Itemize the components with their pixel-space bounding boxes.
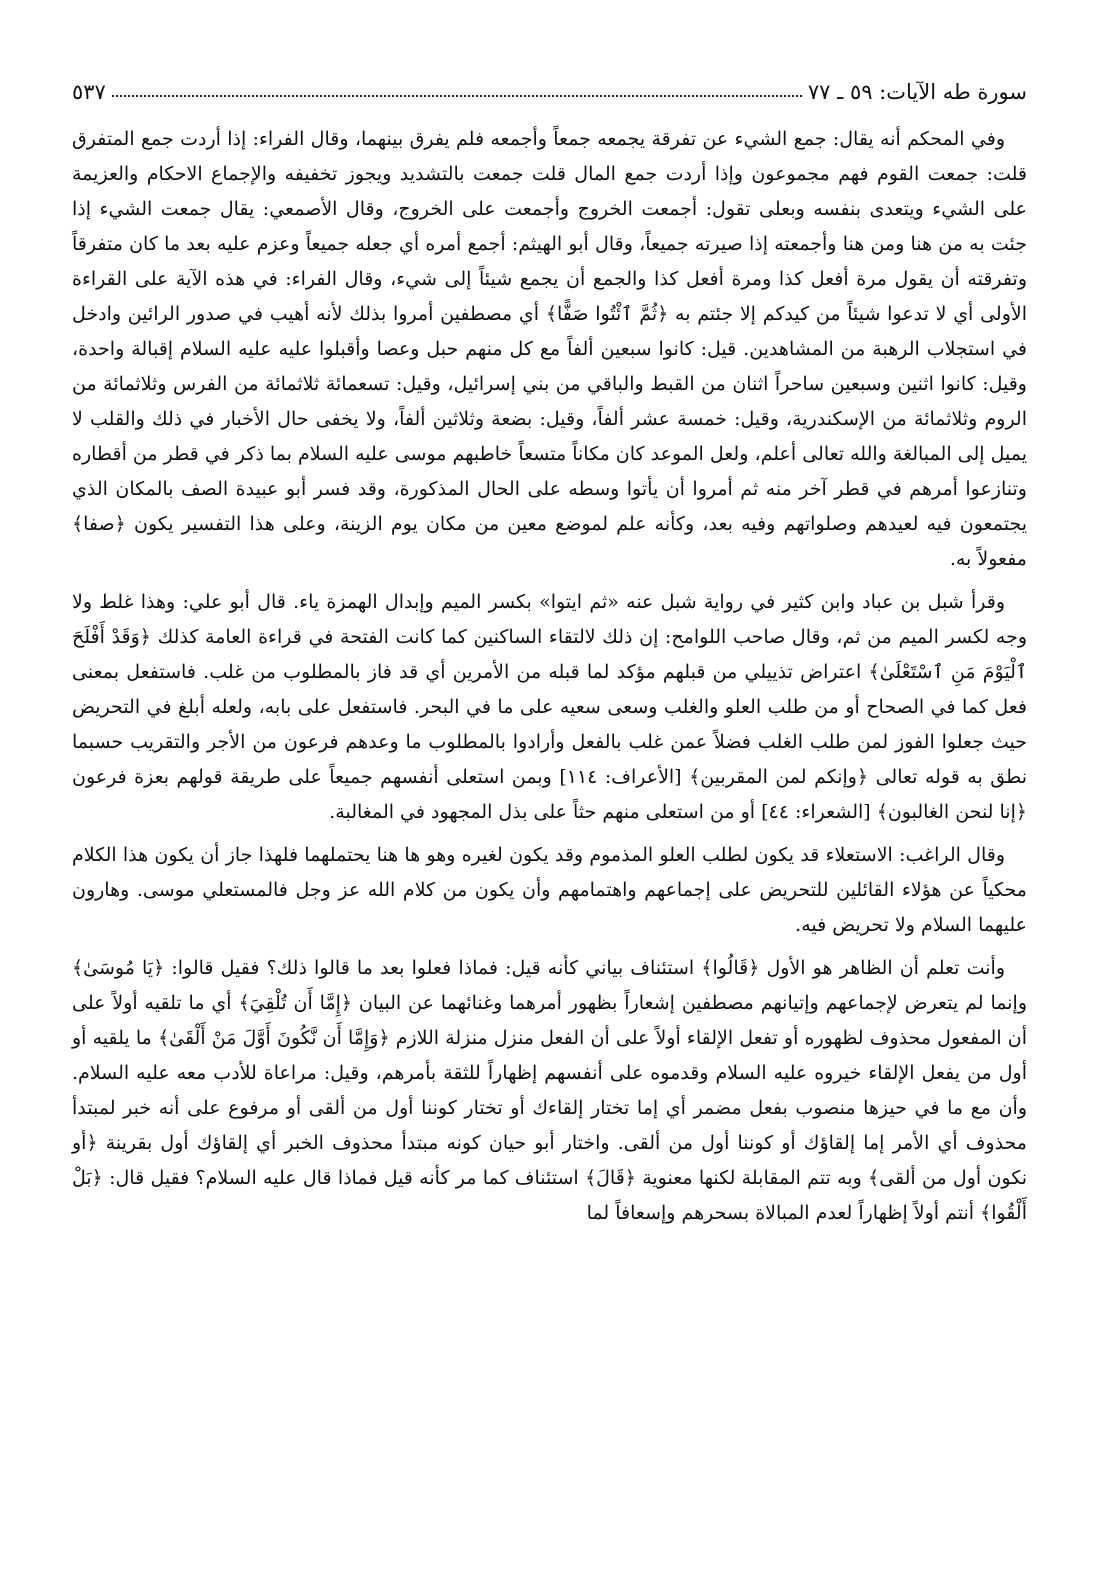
page-number: ٥٣٧ (72, 80, 106, 104)
running-header (72, 70, 1027, 104)
paragraph-1: وفي المحكم أنه يقال: جمع الشيء عن تفرقة يجمعه جمعاً وأجمعه فلم يفرق بينهما، وقال الفراء: إذا أردت جمع المتفرق قلت: جمعت القوم فهم مجموعون وإذا أردت جمع المال قلت جمعت بالتشديد ويجوز تخفيفه والإجماع الاحكام والعزيمة على الشيء ويتعدى بنفسه وبعلى تقول: أجمعت الخروج وأجمعت على الخروج، وقال الأصمعي: يقال جمعت الشيء إذا جئت به من هنا ومن هنا وأجمعته إذا صيرته جميعاً، وقال أبو الهيثم: أجمع أمره أي جعله جميعاً وعزم عليه بعد ما كان متفرقاً وتفرقته أن يقول مرة أفعل كذا ومرة أفعل كذا والجمع أن يجمع شيئاً إلى شيء، وقال الفراء: في هذه الآية على القراءة الأولى أي لا تدعوا شيئاً من كيدكم إلا جئتم به ﴿ثُمَّ ٱئْتُوا صَفًّا﴾ أي مصطفين أمروا بذلك لأنه أهيب في صدور الرائين وادخل في استجلاب الرهبة من المشاهدين. قيل: كانوا سبعين ألفاً مع كل منهم حبل وعصا وأقبلوا عليه عليه السلام إقبالة واحدة، وقيل: كانوا اثنين وسبعين ساحراً اثنان من القبط والباقي من بني إسرائيل، وقيل: تسعمائة ثلاثمائة من الفرس وثلاثمائة من الروم وثلاثمائة من الإسكندرية، وقيل: خمسة عشر ألفاً، وقيل: بضعة وثلاثين ألفاً، ولا يخفى حال الأخبار في ذلك والقلب لا يميل إلى المبالغة والله تعالى أعلم، ولعل الموعد كان مكاناً متسعاً خاطبهم موسى عليه السلام بما ذكر في قطر من أقطاره وتنازعوا أمرهم في قطر آخر منه ثم أمروا أن يأتوا وسطه على الحال المذكورة، وقد فسر أبو عبيدة الصف بالمكان الذي يجتمعون فيه لعيدهم وصلواتهم وفيه بعد، وكأنه علم لموضع معين من مكان يوم الزينة، وعلى هذا التفسير يكون ﴿صفا﴾ مفعولاً به. (72, 128, 1028, 570)
paragraph-4: وأنت تعلم أن الظاهر هو الأول ﴿قَالُوا﴾ استئناف بياني كأنه قيل: فماذا فعلوا بعد ما قالوا ذلك؟ فقيل قالوا: ﴿يَا مُوسَىٰ﴾ وإنما لم يتعرض لإجماعهم وإتيانهم مصطفين إشعاراً بظهور أمرهما وغنائهما عن البيان ﴿إِمَّا أَن تُلْقِيَ﴾ أي ما تلقيه أولاً على أن المفعول محذوف لظهوره أو تفعل الإلقاء أولاً على أن الفعل منزل منزلة اللازم ﴿وَإِمَّا أَن نَّكُونَ أَوَّلَ مَنْ أَلْقَىٰ﴾ ما يلقيه أو أول من يفعل الإلقاء خيروه عليه السلام وقدموه على أنفسهم إظهاراً للثقة بأمرهم، وقيل: مراعاة للأدب معه عليه السلام. وأن مع ما في حيزها منصوب بفعل مضمر أي إما تختار إلقاءك أو تختار كوننا أول من ألقى أو مرفوع على أنه خبر لمبتدأ محذوف أي الأمر إما إلقاؤك أو كوننا أول من ألقى. واختار أبو حيان كونه مبتدأ محذوف الخبر أي إلقاؤك أول بقرينة ﴿أو نكون أول من ألقى﴾ وبه تتم المقابلة لكنها معنوية ﴿قَالَ﴾ استئناف كما مر كأنه قيل فماذا قال عليه السلام؟ فقيل قال: ﴿بَلْ أَلْقُوا﴾ أنتم أولاً إظهاراً لعدم المبالاة بسحرهم وإسعافاً لما (72, 957, 1027, 1224)
header-dot-leader (112, 94, 802, 97)
paragraph-2: وقرأ شبل بن عباد وابن كثير في رواية شبل عنه «ثم ايتوا» بكسر الميم وإبدال الهمزة ياء. قال أبو علي: وهذا غلط ولا وجه لكسر الميم من ثم، وقال صاحب اللوامح: إن ذلك لالتقاء الساكنين كما كانت الفتحة في قراءة العامة كذلك ﴿وَقَدْ أَفْلَحَ ٱلْيَوْمَ مَنِ ٱسْتَعْلَىٰ﴾ اعتراض تذييلي من قبلهم مؤكد لما قبله من الأمرين أي قد فاز بالمطلوب من غلب. فاستفعل بمعنى فعل كما في الصحاح أو من طلب العلو والغلب وسعى سعيه على ما في البحر. فاستفعل على بابه، ولعله أبلغ في التحريض حيث جعلوا الفوز لمن طلب الغلب فضلاً عمن غلب بالفعل وأرادوا بالمطلوب ما وعدهم فرعون من الأجر والتقريب حسبما نطق به قوله تعالى ﴿وإنكم لمن المقربين﴾ [الأعراف: ١١٤] وبمن استعلى أنفسهم جميعاً على طريقة قولهم بعزة فرعون ﴿إنا لنحن الغالبون﴾ [الشعراء: ٤٤] أو من استعلى منهم حثاً على بذل المجهود في المغالبة. (72, 591, 1027, 823)
paragraph-3: وقال الراغب: الاستعلاء قد يكون لطلب العلو المذموم وقد يكون لغيره وهو ها هنا يحتملهما فلهذا جاز أن يكون هذا الكلام محكياً عن هؤلاء القائلين للتحريض على إجماعهم واهتمامهم وأن يكون من كلام الله عز وجل فالمستعلي موسى. وهارون عليهما السلام ولا تحريض فيه. (72, 844, 1027, 936)
page-body (72, 122, 1027, 1237)
surah-title: سورة طه الآيات: ٥٩ ـ ٧٧ (807, 80, 1027, 104)
